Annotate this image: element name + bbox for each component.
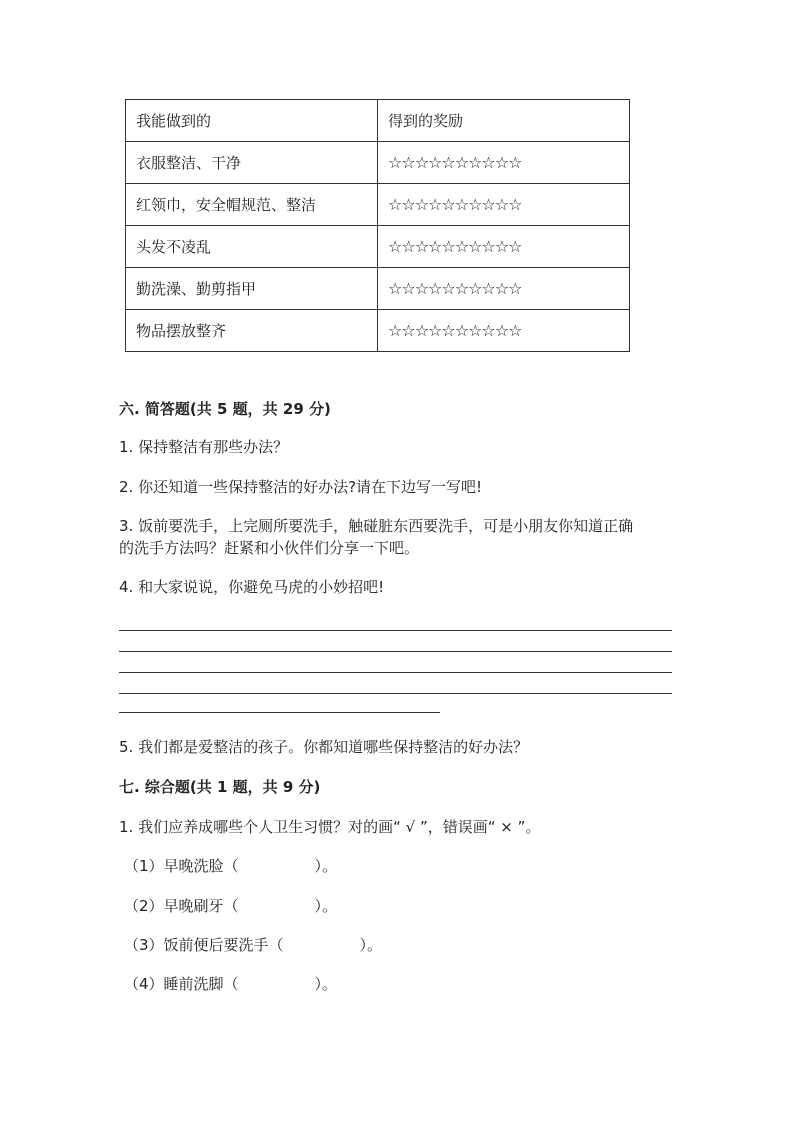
question-6-2: 2. 你还知道一些保持整洁的好办法?请在下边写一写吧!	[119, 478, 483, 496]
sub-item-prefix: （1）早晚洗脸（	[124, 857, 239, 875]
star-rating-cell: ☆☆☆☆☆☆☆☆☆☆	[378, 226, 630, 268]
sub-item-4	[124, 973, 337, 994]
sub-item-1	[124, 855, 337, 876]
answer-line[interactable]	[119, 672, 672, 673]
reward-table	[125, 99, 630, 352]
star-rating-cell: ☆☆☆☆☆☆☆☆☆☆	[378, 310, 630, 352]
table-header-cell: 我能做到的	[126, 100, 378, 142]
table-row	[126, 184, 630, 226]
table-cell: 勤洗澡、勤剪指甲	[126, 268, 378, 310]
question-6-1: 1. 保持整洁有那些办法？	[119, 438, 289, 456]
sub-item-prefix: （2）早晚刷牙（	[124, 897, 239, 915]
table-row	[126, 226, 630, 268]
star-rating-cell: ☆☆☆☆☆☆☆☆☆☆	[378, 184, 630, 226]
question-6-3-line1: 3. 饭前要洗手，上完厕所要洗手，触碰脏东西要洗手，可是小朋友你知道正确	[119, 517, 634, 535]
table-header-row	[126, 100, 630, 142]
star-rating-cell: ☆☆☆☆☆☆☆☆☆☆	[378, 142, 630, 184]
answer-line[interactable]	[119, 712, 440, 713]
answer-line[interactable]	[119, 630, 672, 631]
answer-line[interactable]	[119, 651, 672, 652]
table-row	[126, 268, 630, 310]
question-6-4: 4. 和大家说说，你避免马虎的小妙招吧!	[119, 578, 385, 596]
sub-item-suffix: ）。	[314, 975, 338, 993]
sub-item-suffix: ）。	[314, 857, 338, 875]
sub-item-suffix: ）。	[359, 936, 383, 954]
table-cell: 衣服整洁、干净	[126, 142, 378, 184]
sub-item-3	[124, 934, 382, 955]
table-row	[126, 142, 630, 184]
sub-item-prefix: （3）饭前便后要洗手（	[124, 936, 284, 954]
question-7-1: 1. 我们应养成哪些个人卫生习惯？对的画“ √ ”，错误画“ × ”。	[119, 818, 541, 836]
section-6-title: 六. 简答题(共 5 题，共 29 分)	[119, 400, 331, 418]
question-6-3-line2: 的洗手方法吗？赶紧和小伙伴们分享一下吧。	[119, 539, 420, 557]
question-6-5: 5. 我们都是爱整洁的孩子。你都知道哪些保持整洁的好办法？	[119, 738, 529, 756]
sub-item-suffix: ）。	[314, 897, 338, 915]
table-row	[126, 310, 630, 352]
sub-item-prefix: （4）睡前洗脚（	[124, 975, 239, 993]
star-rating-cell: ☆☆☆☆☆☆☆☆☆☆	[378, 268, 630, 310]
section-7-title: 七. 综合题(共 1 题，共 9 分)	[119, 778, 321, 796]
table-header-cell: 得到的奖励	[378, 100, 630, 142]
table-cell: 物品摆放整齐	[126, 310, 378, 352]
sub-item-2	[124, 895, 337, 916]
table-cell: 红领巾，安全帽规范、整洁	[126, 184, 378, 226]
answer-line[interactable]	[119, 693, 672, 694]
table-cell: 头发不凌乱	[126, 226, 378, 268]
